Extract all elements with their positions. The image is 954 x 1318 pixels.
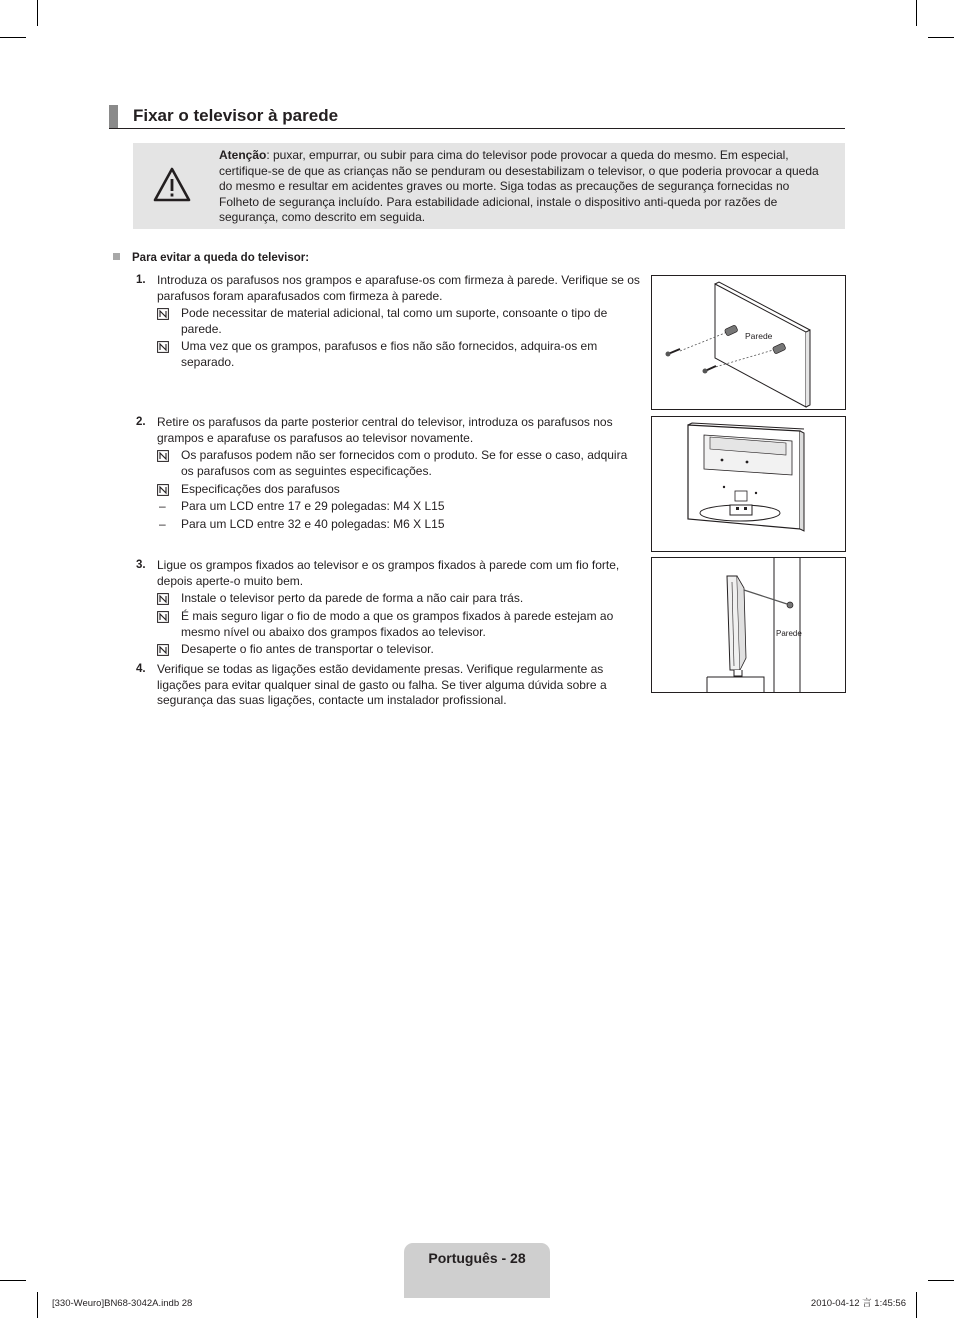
bullet-square-icon xyxy=(113,253,120,260)
crop-mark xyxy=(928,37,954,38)
print-file-info: [330-Weuro]BN68-3042A.indb 28 xyxy=(52,1298,193,1309)
note-icon xyxy=(157,484,169,496)
step-text: Verifique se todas as ligações estão devidamente presas. Verifique regularmente as ligações para evitar qualquer sinal de gasto ou falha. Se tiver alguma dúvida sobre a segurança das suas ligações, contacte um instalador profissional. xyxy=(157,662,607,708)
dash-bullet: – xyxy=(159,499,166,513)
page-number: Português - 28 xyxy=(428,1250,526,1266)
step-number: 3. xyxy=(136,559,146,571)
warning-icon xyxy=(153,167,191,203)
crop-mark xyxy=(916,1292,917,1318)
crop-mark xyxy=(0,37,26,38)
wall-label: Parede xyxy=(776,629,802,638)
warning-box xyxy=(133,143,845,229)
title-underline xyxy=(109,128,845,129)
warning-label: Atenção xyxy=(219,148,267,162)
note-text: Pode necessitar de material adicional, tal como um suporte, consoante o tipo de parede. xyxy=(181,306,608,336)
spec-item: Para um LCD entre 32 e 40 polegadas: M6 X L15 xyxy=(181,517,445,531)
step-number: 4. xyxy=(136,663,146,675)
warning-text xyxy=(219,148,831,226)
crop-mark xyxy=(928,1280,954,1281)
figure-wall-bracket xyxy=(651,275,846,410)
note-icon xyxy=(157,644,169,656)
note-text: Os parafusos podem não ser fornecidos com o produto. Se for esse o caso, adquira os parafusos com as seguintes especificações. xyxy=(181,448,628,478)
figure-tv-side xyxy=(651,557,846,693)
print-date-info: 2010-04-12 言 1:45:56 xyxy=(810,1298,906,1309)
step-number: 2. xyxy=(136,416,146,428)
dash-bullet: – xyxy=(159,517,166,531)
note-icon xyxy=(157,341,169,353)
step-number: 1. xyxy=(136,274,146,286)
crop-mark xyxy=(916,0,917,26)
step-text: Retire os parafusos da parte posterior central do televisor, introduza os parafusos nos grampos e aparafuse os parafusos ao televisor novamente. xyxy=(157,415,613,445)
warning-body: : puxar, empurrar, ou subir para cima do televisor pode provocar a queda do mesmo. Em especial, certifique-se de que as crianças não se penduram ou desestabilizam o televisor, o que poderia provocar a queda do mesmo e resultar em acidentes graves ou morte. Siga todas as precauções de segurança fornecidas no Folheto de segurança incluído. Para estabilidade adicional, instale o dispositivo anti-queda por razões de segurança, como descrito em seguida. xyxy=(219,148,819,225)
crop-mark xyxy=(37,0,38,26)
subheading xyxy=(113,251,309,265)
title-marker xyxy=(109,105,118,128)
tv-side-illustration xyxy=(652,558,845,692)
note-icon xyxy=(157,611,169,623)
note-icon xyxy=(157,308,169,320)
note-icon xyxy=(157,450,169,462)
note-icon xyxy=(157,593,169,605)
crop-mark xyxy=(0,1280,26,1281)
section-title: Fixar o televisor à parede xyxy=(133,106,339,125)
wall-bracket-illustration xyxy=(652,276,845,409)
step-text: Ligue os grampos fixados ao televisor e os grampos fixados à parede com um fio forte, depois aperte-o muito bem. xyxy=(157,558,620,588)
spec-item: Para um LCD entre 17 e 29 polegadas: M4 X L15 xyxy=(181,499,445,513)
subheading-text: Para evitar a queda do televisor: xyxy=(132,252,310,264)
wall-label: Parede xyxy=(745,331,773,341)
note-text: Especificações dos parafusos xyxy=(181,482,340,496)
note-text: Instale o televisor perto da parede de forma a não cair para trás. xyxy=(181,591,524,605)
figure-tv-back xyxy=(651,416,846,552)
step-text: Introduza os parafusos nos grampos e aparafuse-os com firmeza à parede. Verifique se os parafusos foram aparafusados com firmeza à parede. xyxy=(157,273,640,303)
note-text: Uma vez que os grampos, parafusos e fios não são fornecidos, adquira-os em separado. xyxy=(181,339,598,369)
note-text: Desaperte o fio antes de transportar o televisor. xyxy=(181,642,434,656)
crop-mark xyxy=(37,1292,38,1318)
note-text: É mais seguro ligar o fio de modo a que os grampos fixados à parede estejam ao mesmo nível ou abaixo dos grampos fixados ao televisor. xyxy=(181,609,614,639)
tv-back-illustration xyxy=(652,417,845,551)
